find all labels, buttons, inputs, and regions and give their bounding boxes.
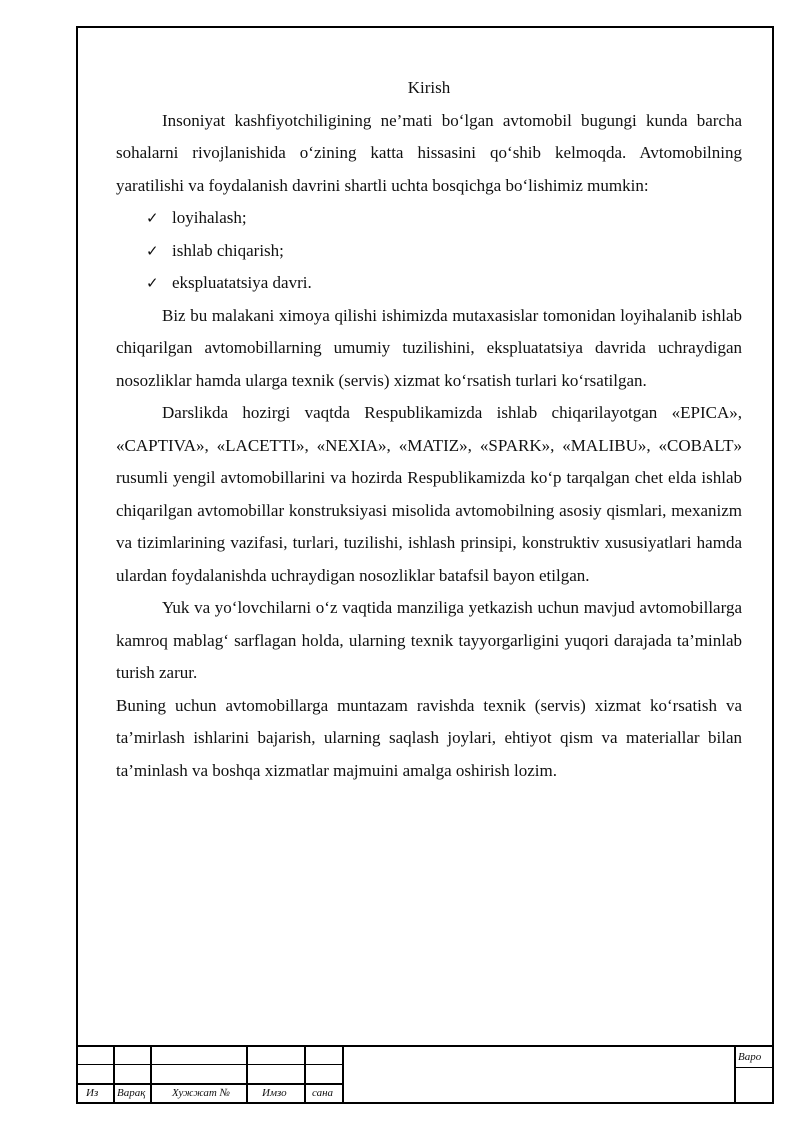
checkmark-icon: ✓: [146, 209, 159, 227]
checkmark-icon: ✓: [146, 241, 159, 260]
stamp-label-iz: Из: [86, 1087, 99, 1099]
list-item-label: ishlab chiqarish;: [172, 240, 284, 260]
stamp-label-imzo: Имзо: [262, 1087, 287, 1099]
list-item: [116, 235, 742, 268]
title-block-stamp: [76, 1045, 774, 1104]
stamp-col-divider: [304, 1045, 306, 1104]
stages-list: [116, 202, 742, 300]
paragraph: Buning uchun avtomobillarga muntazam ravishda texnik (servis) xizmat ko‘rsatish va ta’mirlash ishlarini bajarish, ularning saqlash joylari, ehtiyot qism va materiallar bilan ta’minlash va boshqa xizmatlar majmuini amalga oshirish lozim.: [116, 695, 742, 780]
document-body: [116, 72, 742, 787]
list-item-label: ekspluatatsiya davri.: [172, 273, 312, 292]
stamp-col-divider: [734, 1045, 736, 1104]
stamp-top-border: [76, 1045, 772, 1047]
page-title: Kirish: [407, 78, 451, 97]
list-item-label: loyihalash;: [172, 208, 247, 227]
paragraph: Darslikda hozirgi vaqtda Respublikamizda ishlab chiqarilayotgan «EPICA», «CAPTIVA», «LACETTI», «NEXIA», «MATIZ», «SPARK», «MALIBU», «COBALT» rusumli yengil avtomobillarini va hozirda Respublikamizda ko‘p tarqalgan chet elda ishlab chiqarilgan avtomobillar konstruksiyasi misolida avtomobilning asosiy qismlari, mexanizm va tizimlarining vazifasi, turlari, tuzilishi, ishlash prinsipi, konstruktiv xususiyatlari hamda ulardan foydalanishda uchraydigan nosozliklar batafsil bayon etilgan.: [116, 403, 742, 585]
checkmark-icon: ✓: [146, 274, 159, 292]
stamp-col-divider: [150, 1045, 152, 1104]
intro-paragraph: Insoniyat kashfiyotchiligining ne’mati bo‘lgan avtomobil bugungi kunda barcha sohalarni rivojlanishida o‘zining katta hissasini qo‘shib kelmoqda. Avtomobilning yaratilishi va foydalanish davrini shartli uchta bosqichga bo‘lishimiz mumkin:: [116, 110, 742, 195]
stamp-label-sheet: Варо: [738, 1051, 762, 1063]
stamp-label-sana: сана: [312, 1087, 334, 1099]
stamp-col-divider: [246, 1045, 248, 1104]
stamp-col-divider: [342, 1045, 344, 1104]
stamp-row-divider: [734, 1067, 772, 1068]
list-item: [116, 202, 742, 235]
stamp-label-varoq: Варақ: [117, 1087, 146, 1099]
stamp-col-divider: [113, 1045, 115, 1104]
list-item: [116, 267, 742, 300]
paragraph: Biz bu malakani ximoya qilishi ishimizda mutaxasislar tomonidan loyihalanib ishlab chiqarilgan avtomobillarning umumiy tuzilishini, ekspluatatsiya davrida uchraydigan nosozliklar hamda ularga texnik (servis) xizmat ko‘rsatish turlari ko‘rsatilgan.: [116, 305, 742, 390]
stamp-label-hujjat: Хужжат №: [172, 1087, 230, 1099]
paragraph: Yuk va yo‘lovchilarni o‘z vaqtida manziliga yetkazish uchun mavjud avtomobillarga kamroq mablag‘ sarflagan holda, ularning texnik tayyorgarligini yuqori darajada ta’minlab turish zarur.: [116, 598, 742, 682]
